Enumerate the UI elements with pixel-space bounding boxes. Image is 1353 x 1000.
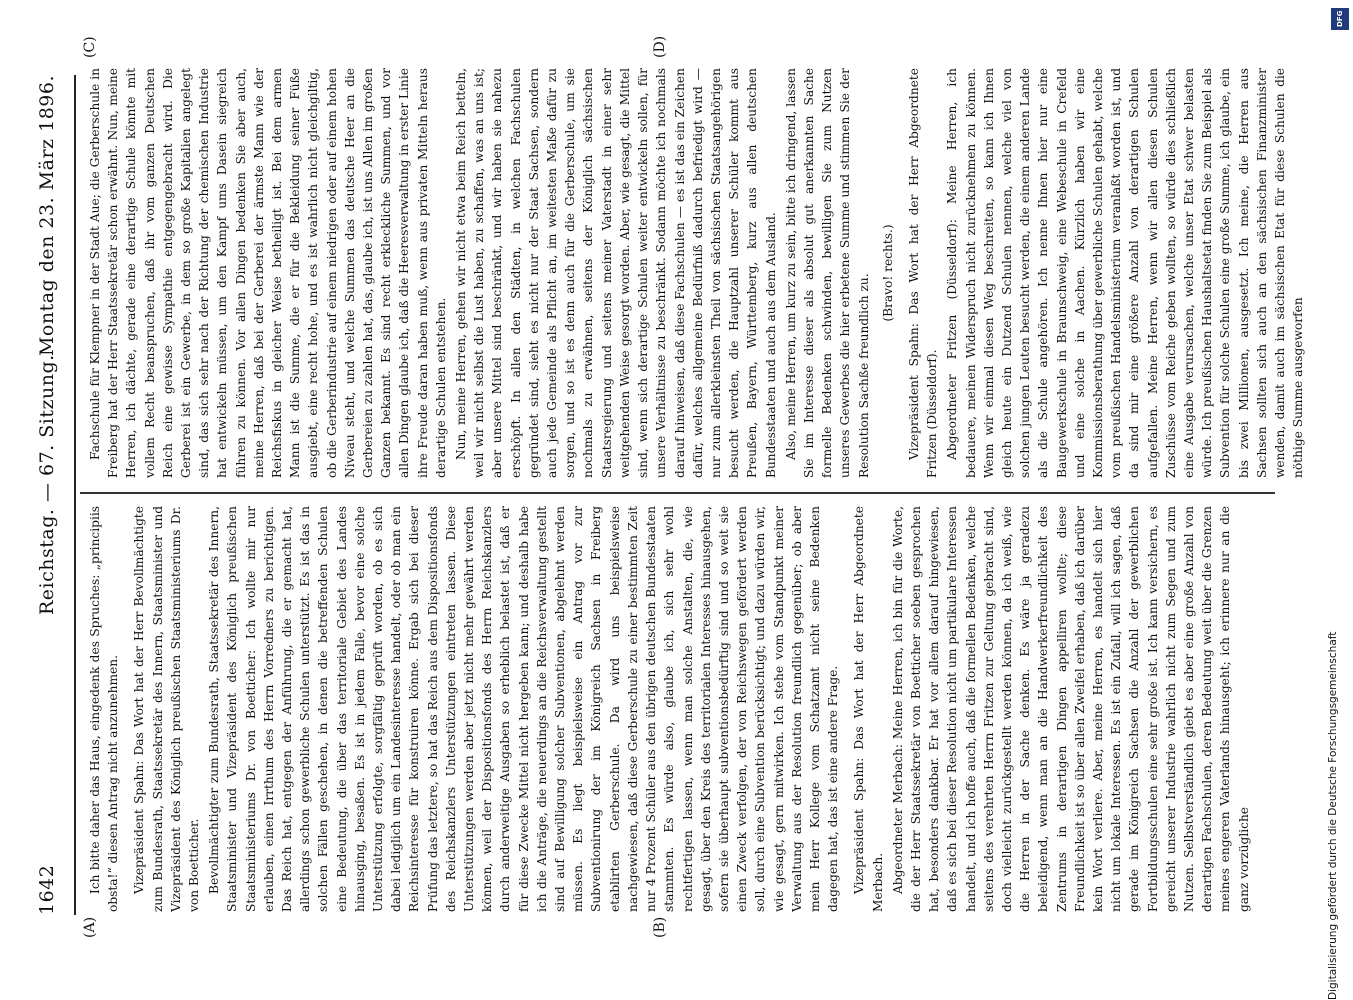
- digitization-note: Digitalisierung gefördert durch die Deutsche Forschungsgemeinschaft: [1327, 631, 1339, 1000]
- paragraph: Vizepräsident Spahn: Das Wort hat der Herr Abgeordnete Merbach.: [852, 506, 885, 912]
- margin-mark-a: (A): [82, 916, 98, 938]
- session-date: Montag den 23. März 1896.: [36, 75, 58, 357]
- dfg-logo: DFG: [1331, 8, 1349, 30]
- running-header: [30, 75, 70, 915]
- header-rule: [74, 75, 76, 915]
- paragraph: Also, meine Herren, um kurz zu sein, bitte ich dringend, lassen Sie im Interesse dieser als absolut gut anerkannten Sache formelle Bedenken schwinden, bewilligen Sie zum Nutzen unseres Gewerbes die hier erbetene Summe und stimmen Sie der Resolution Sachße freundlich zu.: [783, 68, 871, 478]
- paragraph: Abgeordneter Merbach: Meine Herren, ich bin für die Worte, die der Herr Staatssekretär von Boetticher soeben gesprochen hat, besonders dankbar. Er hat vor allem darauf hingewiesen, daß es sich bei dieser Resolution nicht um partikulare Interessen handelt, und ich hoffe auch, daß die formellen Bedenken, welche seitens des verehrten Herrn Fritzen zur Geltung gebracht sind, doch vielleicht zurückgestellt werden können, da ich weiß, wie die Herren in der Sache denken. Es wäre ja geradezu beleidigend, wenn man an die Handwerkerfreundlichkeit des Zentrums in derartigen Dingen appelliren wollte; diese Freundlichkeit ist so über allen Zweifel erhaben, daß ich darüber kein Wort verliere. Aber, meine Herren, es handelt sich hier nicht um lokale Interessen. Es ist ein Zufall, will ich sagen, daß gerade im Königreich Sachsen die Anzahl der gewerblichen Fortbildungsschulen eine sehr große ist. Ich kann versichern, es gereicht unserer Industrie wahrlich nicht zum Segen und zum Nutzen. Selbstverständlich giebt es aber eine große Anzahl von derartigen Fachschulen, deren Bedeutung weit über die Grenzen meines engeren Vaterlands hinausgeht; ich erinnere nur an die ganz vorzügliche: [890, 506, 1251, 912]
- paragraph: Nun, meine Herren, gehen wir nicht etwa beim Reich betteln, weil wir nicht selbst die Lust haben, zu schaffen, was an uns ist; aber unsere Mittel sind beschränkt, und wir haben sie nahezu erschöpft. In allen den Städten, in welchen Fachschulen gegründet sind, sieht es nicht nur der Staat Sachsen, sondern auch jede Gemeinde als Pflicht an, im weitesten Maße dafür zu sorgen, und so ist es denn auch für die Gerberschule, um sie nochmals zu erwähnen, seitens der Königlich sächsischen Staatsregierung und seitens meiner Vaterstadt in einer sehr weitgehenden Weise gesorgt worden. Aber, wie gesagt, die Mittel sind, wenn sich derartige Schulen weiter entwickeln sollen, für unsere Verhältnisse zu beschränkt. Sodann möchte ich nochmals darauf hinweisen, daß diese Fachschulen — es ist das ein Zeichen dafür, welches allgemeine Bedürfniß dadurch befriedigt wird — nur zum allerkleinsten Theil von sächsischen Staatsangehörigen besucht werden, die Hauptzahl unserer Schüler kommt aus Preußen, Bayern, Württemberg, kurz aus allen deutschen Bundesstaaten und auch aus dem Ausland.: [454, 68, 778, 478]
- right-text-column: [86, 68, 1309, 478]
- margin-mark-b: (B): [652, 916, 668, 938]
- paragraph: (Bravo! rechts.): [880, 224, 895, 322]
- paragraph: Fachschule für Klempner in der Stadt Aue; die Gerberschule in Freiberg hat der Herr Staatssekretär schon erwähnt. Nun, meine Herren, ich dächte, gerade eine derartige Schule könnte mit vollem Recht beanspruchen, daß ihr vom ganzen Deutschen Reich eine gewisse Sympathie entgegengebracht wird. Die Gerberei ist ein Gewerbe, in dem so große Kapitalien angelegt sind, das sich sehr nach der Richtung der chemischen Industrie hat entwickeln müssen, um den Kampf ums Dasein siegreich führen zu können. Vor allen Dingen bedenken Sie aber auch, meine Herren, daß bei der Gerberei der ärmste Mann wie der Reichsfiskus in gleicher Weise betheiligt ist. Bei dem armen Mann ist die Summe, die er für die Bekleidung seiner Füße ausgiebt, eine recht hohe, und es ist wahrlich nicht gleichgiltig, ob die Gerberindustrie auf einem niedrigen oder auf einem hohen Niveau steht, und welche Summen das deutsche Heer an die Gerbereien zu zahlen hat, das, glaube ich, ist uns Allen im großen Ganzen bekannt. Es sind recht erkleckliche Summen, und vor allen Dingen glaube ich, daß die Heeresverwaltung in erster Linie ihre Freude daran haben muß, wenn aus privaten Mitteln heraus derartige Schulen entstehen.: [88, 68, 448, 478]
- column-divider: [80, 492, 1275, 494]
- session-title: Reichstag. — 67. Sitzung.: [36, 354, 58, 615]
- margin-mark-d: (D): [652, 35, 668, 58]
- paragraph: Bevollmächtigter zum Bundesrath, Staatssekretär des Innern, Staatsminister und Vizepräsident des Königlich preußischen Staatsministeriums Dr. von Boetticher: Ich wollte mir nur erlauben, einen Irrthum des Herrn Vorredners zu berichtigen. Das Reich hat, entgegen der Anführung, die er gemacht hat, allerdings schon gewerbliche Schulen unterstützt. Es ist das in solchen Fällen geschehen, in denen die betreffenden Schulen eine Bedeutung, die über das territoriale Gebiet des Landes hinausging, besaßen. Es ist in jedem Falle, bevor eine solche Unterstützung erfolgte, sorgfältig geprüft worden, ob es sich dabei lediglich um ein Landesinteresse handelt, oder ob man ein Reichsinteresse für konstruiren könne. Ergab sich bei dieser Prüfung das letztere, so hat das Reich aus dem Dispositionsfonds des Reichskanzlers Unterstützungen eintreten lassen. Diese Unterstützungen werden aber jetzt nicht mehr gewährt werden können, weil der Dispositionsfonds des Herrn Reichskanzlers durch anderweitige Ausgaben so erheblich belastet ist, daß er für diese Zwecke Mittel nicht hergeben kann; und deshalb habe ich die Anträge, die neuerdings an die Reichsverwaltung gestellt sind auf Bewilligung solcher Subventionen, abgelehnt werden müssen. Es liegt beispielsweise ein Antrag vor zur Subventionirung der im Königreich Sachsen in Freiberg etablirten Gerberschule. Da wird uns beispielsweise nachgewiesen, daß diese Gerberschule zu einer bestimmten Zeit nur 4 Prozent Schüler aus den übrigen deutschen Bundesstaaten stammten. Es würde also, glaube ich, sich sehr wohl rechtfertigen lassen, wenn man solche Anstalten, die, wie gesagt, über den Kreis des territorialen Interesses hinausgehen, sofern sie überhaupt subventionsbedürftig sind und so weit sie einen Zweck verfolgen, der von Reichswegen gefördert werden soll, durch eine Subvention berücksichtigt; und dazu würden wir, wie gesagt, gern mitwirken. Ich stehe vom Standpunkt meiner Verwaltung aus der Resolution freundlich gegenüber; ob aber mein Herr Kollege vom Schatzamt nicht seine Bedenken dagegen hat, das ist eine andere Frage.: [207, 506, 841, 912]
- paragraph: Vizepräsident Spahn: Das Wort hat der Herr Abgeordnete Fritzen (Düsseldorf).: [906, 68, 940, 478]
- page-number: 1642: [36, 864, 58, 915]
- margin-mark-c: (C): [82, 36, 98, 58]
- paragraph: Vizepräsident Spahn: Das Wort hat der Herr Bevollmächtigte zum Bundesrath, Staatssekretär des Innern, Staatsminister und Vizepräsident des Königlich preußischen Staatsministeriums Dr. von Boetticher.: [132, 506, 202, 912]
- paragraph: Ich bitte daher das Haus, eingedenk des Spruches: „principiis obsta!“ diesen Antrag nicht anzunehmen.: [88, 506, 121, 912]
- paragraph: Abgeordneter Fritzen (Düsseldorf): Meine Herren, ich bedauere, meinen Widerspruch nicht zurücknehmen zu können. Wenn wir einmal diesen Weg beschreiten, so kann ich Ihnen gleich heute ein Dutzend Schulen nennen, welche viel von solchen jungen Leuten besucht werden, die einem anderen Lande als die Schule angehören. Ich nenne Ihnen hier nur eine Baugewerkschule in Braunschweig, eine Webeschule in Crefeld und eine solche in Aachen. Kürzlich haben wir eine Kommissionsberathung über gewerbliche Schulen gehabt, welche vom preußischen Handelsministerium veranlaßt worden ist, und da sind mir eine größere Anzahl von derartigen Schulen aufgefallen. Meine Herren, wenn wir allen diesen Schulen Zuschüsse vom Reiche geben wollten, so würde dies schließlich eine Ausgabe verursachen, welche unser Etat schwer belasten würde. Ich preußischen Haushaltsetat finden Sie zum Beispiel als Subvention für solche Schulen eine große Summe, ich glaube, ein bis zwei Millionen, ausgesetzt. Ich meine, die Herren aus Sachsen sollten sich auch an den sächsischen Finanzminister wenden, damit auch im sächsischen Etat für diese Schulen die nöthige Summe ausgeworfen: [945, 68, 1306, 478]
- left-text-column: [86, 506, 1255, 912]
